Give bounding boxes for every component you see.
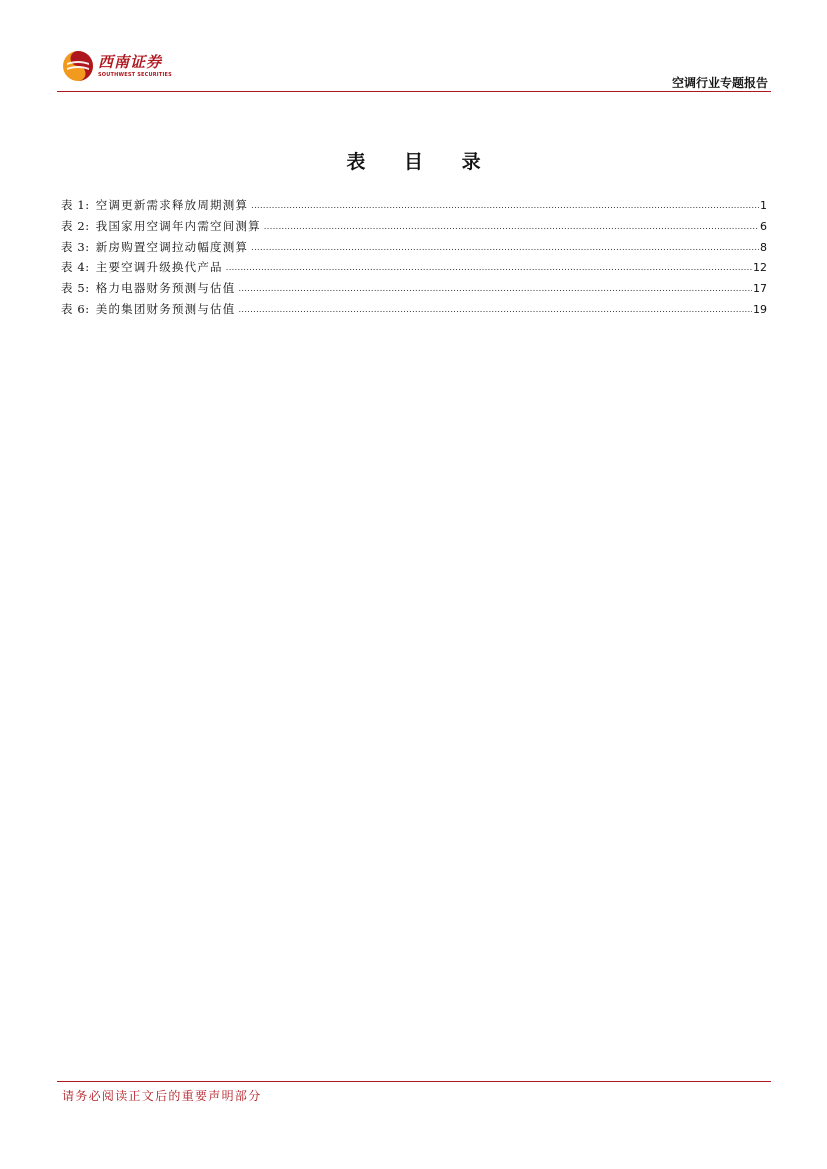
toc-entry-number: 表 3: — [61, 239, 90, 254]
toc-leader-dots — [251, 238, 759, 259]
toc-entry-page: 12 — [753, 261, 767, 275]
toc-entry-title: 格力电器财务预测与估值 — [95, 281, 236, 296]
toc-leader-dots — [238, 279, 752, 300]
logo-english-name: SOUTHWEST SECURITIES — [98, 71, 172, 78]
toc-entry-title: 新房购置空调拉动幅度测算 — [95, 239, 249, 254]
toc-entry-number: 表 2: — [61, 218, 90, 233]
toc-entry-number: 表 4: — [61, 260, 90, 275]
toc-entry-page: 19 — [753, 302, 767, 316]
toc-entry-page: 1 — [760, 199, 767, 212]
page-header — [57, 48, 770, 92]
toc-entry[interactable] — [61, 299, 767, 320]
toc-entry-title: 美的集团财务预测与估值 — [95, 301, 236, 316]
footer-divider — [57, 1081, 771, 1082]
header-divider — [57, 91, 771, 92]
toc-leader-dots — [264, 217, 759, 238]
toc-entry-page: 8 — [760, 240, 767, 254]
toc-leader-dots — [226, 258, 752, 279]
toc-heading: 表 目 录 — [346, 151, 497, 173]
toc-entry[interactable] — [61, 257, 767, 278]
toc-entry-page: 6 — [760, 219, 767, 233]
toc-leader-dots — [238, 300, 752, 321]
toc-entry[interactable] — [61, 195, 767, 216]
southwest-securities-logo-icon — [62, 50, 94, 82]
toc-leader-dots — [251, 196, 759, 217]
table-of-tables — [61, 195, 767, 320]
toc-entry-title: 我国家用空调年内需空间测算 — [95, 218, 261, 233]
report-title: 空调行业专题报告 — [671, 76, 768, 90]
footer-disclaimer: 请务必阅读正文后的重要声明部分 — [62, 1089, 262, 1103]
toc-entry[interactable] — [61, 237, 767, 258]
toc-entry[interactable] — [61, 216, 767, 237]
toc-entry-number: 表 6: — [61, 301, 90, 316]
logo-chinese-name: 西南证券 — [98, 52, 163, 71]
toc-entry[interactable] — [61, 278, 767, 299]
toc-entry-page: 17 — [753, 282, 767, 296]
toc-entry-number: 表 1: — [61, 198, 90, 212]
company-logo[interactable] — [62, 50, 172, 82]
toc-entry-number: 表 5: — [61, 281, 90, 296]
toc-entry-title: 空调更新需求释放周期测算 — [95, 198, 249, 212]
toc-entry-title: 主要空调升级换代产品 — [95, 260, 223, 275]
